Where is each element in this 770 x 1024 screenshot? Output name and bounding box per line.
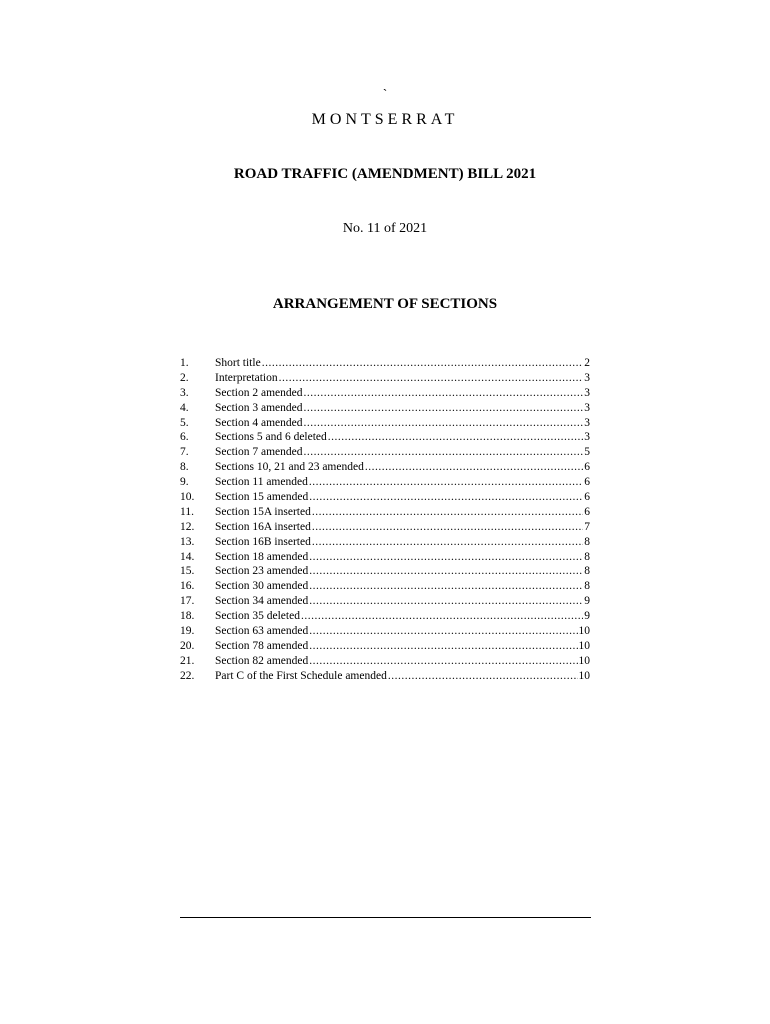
toc-leader-dots [304, 445, 584, 460]
toc-entry-number: 9. [180, 476, 189, 489]
toc-entry-page: 8 [584, 580, 590, 593]
toc-entry[interactable] [180, 669, 590, 684]
toc-entry-page: 6 [584, 461, 590, 474]
toc-entry[interactable] [180, 430, 590, 445]
toc-entry[interactable] [180, 594, 590, 609]
toc-entry-number: 17. [180, 595, 195, 608]
toc-entry-label: Section 15A inserted [215, 505, 311, 518]
toc-entry-page: 8 [584, 565, 590, 578]
bill-title: ROAD TRAFFIC (AMENDMENT) BILL 2021 [233, 166, 537, 182]
toc-entry-page: 3 [584, 386, 590, 399]
toc-entry-number: 5. [180, 416, 189, 429]
toc-entry-label: Sections 10, 21 and 23 amended [215, 461, 364, 474]
toc-entry-label: Section 23 amended [215, 565, 309, 578]
country-name: MONTSERRAT [311, 111, 459, 128]
toc-entry-number: 22. [180, 669, 195, 682]
toc-entry[interactable] [180, 386, 590, 401]
toc-entry-number: 10. [180, 491, 195, 504]
toc-leader-dots [328, 430, 583, 445]
toc-entry-label: Section 30 amended [215, 580, 309, 593]
toc-entry-label: Short title [215, 357, 261, 369]
toc-entry-number: 1. [180, 357, 189, 369]
toc-entry-label: Section 82 amended [215, 654, 309, 667]
toc-entry-label: Section 3 amended [215, 401, 303, 414]
toc-entry-label: Section 16A inserted [215, 520, 311, 533]
toc-entry-label: Interpretation [215, 371, 278, 384]
toc-entry-page: 5 [584, 446, 590, 459]
backtick-mark: ` [382, 86, 388, 101]
toc-leader-dots [309, 639, 577, 654]
toc-entry-page: 6 [584, 476, 590, 489]
toc-entry-label: Section 16B inserted [215, 535, 311, 548]
toc-entry[interactable] [180, 490, 590, 505]
toc-leader-dots [309, 564, 583, 579]
toc-entry-number: 2. [180, 371, 189, 384]
toc-leader-dots [301, 609, 583, 624]
toc-entry-number: 19. [180, 625, 195, 638]
toc-entry-number: 4. [180, 401, 189, 414]
toc-entry-number: 11. [180, 505, 194, 518]
toc-leader-dots [304, 416, 584, 431]
toc-entry-page: 10 [578, 654, 590, 667]
toc-entry[interactable] [180, 475, 590, 490]
toc-leader-dots [309, 490, 583, 505]
toc-leader-dots [365, 460, 583, 475]
toc-entry[interactable] [180, 579, 590, 594]
toc-entry-page: 10 [578, 639, 590, 652]
toc-entry-page: 10 [578, 669, 590, 682]
toc-entry-page: 3 [584, 401, 590, 414]
toc-entry-page: 8 [584, 535, 590, 548]
toc-entry-page: 6 [584, 505, 590, 518]
toc-leader-dots [309, 624, 577, 639]
toc-entry-number: 21. [180, 654, 195, 667]
toc-entry-number: 18. [180, 610, 195, 623]
toc-entry-page: 8 [584, 550, 590, 563]
toc-entry[interactable] [180, 401, 590, 416]
toc-leader-dots [304, 386, 584, 401]
toc-entry-number: 8. [180, 461, 189, 474]
toc-leader-dots [309, 654, 577, 669]
toc-entry-page: 2 [584, 357, 590, 369]
toc-leader-dots [304, 401, 584, 416]
toc-entry-label: Section 7 amended [215, 446, 303, 459]
toc-entry-page: 7 [584, 520, 590, 533]
toc-entry-page: 3 [584, 371, 590, 384]
toc-entry-label: Section 34 amended [215, 595, 309, 608]
toc-entry[interactable] [180, 460, 590, 475]
toc-leader-dots [309, 594, 583, 609]
toc-entry-number: 14. [180, 550, 195, 563]
toc-entry-number: 15. [180, 565, 195, 578]
toc-entry[interactable] [180, 520, 590, 535]
toc-entry-label: Section 4 amended [215, 416, 303, 429]
toc-entry-number: 12. [180, 520, 195, 533]
toc-entry-label: Sections 5 and 6 deleted [215, 431, 327, 444]
toc-entry[interactable] [180, 564, 590, 579]
toc-entry-number: 13. [180, 535, 195, 548]
toc-entry[interactable] [180, 371, 590, 386]
toc-entry[interactable] [180, 609, 590, 624]
toc-leader-dots [262, 356, 584, 371]
toc-entry-page: 3 [584, 431, 590, 444]
toc-leader-dots [312, 505, 583, 520]
toc-entry[interactable] [180, 624, 590, 639]
toc-entry-label: Section 2 amended [215, 386, 303, 399]
toc-entry[interactable] [180, 639, 590, 654]
toc-entry-label: Section 35 deleted [215, 610, 300, 623]
toc-entry-page: 9 [584, 595, 590, 608]
toc-leader-dots [279, 371, 584, 386]
toc-entry[interactable] [180, 416, 590, 431]
toc-entry-label: Part C of the First Schedule amended [215, 669, 387, 682]
toc-entry-page: 10 [578, 625, 590, 638]
toc-entry-number: 20. [180, 639, 195, 652]
toc-entry-label: Section 18 amended [215, 550, 309, 563]
footer-rule [180, 917, 591, 918]
toc-entry-page: 3 [584, 416, 590, 429]
toc-entry-number: 6. [180, 431, 189, 444]
toc-entry[interactable] [180, 505, 590, 520]
toc-leader-dots [312, 520, 583, 535]
toc-entry-number: 16. [180, 580, 195, 593]
toc-entry[interactable] [180, 550, 590, 565]
toc-leader-dots [309, 550, 583, 565]
toc-entry-label: Section 11 amended [215, 476, 308, 489]
toc-leader-dots [388, 669, 578, 684]
arrangement-heading: ARRANGEMENT OF SECTIONS [272, 296, 498, 312]
toc-entry[interactable] [180, 356, 590, 371]
toc-entry-label: Section 63 amended [215, 625, 309, 638]
toc-entry-page: 9 [584, 610, 590, 623]
toc-entry-number: 7. [180, 446, 189, 459]
toc-entry[interactable] [180, 654, 590, 669]
toc-entry-label: Section 15 amended [215, 491, 309, 504]
bill-number: No. 11 of 2021 [342, 221, 428, 236]
toc-entry[interactable] [180, 445, 590, 460]
toc-entry-label: Section 78 amended [215, 639, 309, 652]
table-of-contents [180, 356, 590, 684]
toc-leader-dots [312, 535, 583, 550]
toc-leader-dots [309, 579, 583, 594]
toc-leader-dots [309, 475, 583, 490]
toc-entry[interactable] [180, 535, 590, 550]
toc-entry-number: 3. [180, 386, 189, 399]
toc-entry-page: 6 [584, 491, 590, 504]
